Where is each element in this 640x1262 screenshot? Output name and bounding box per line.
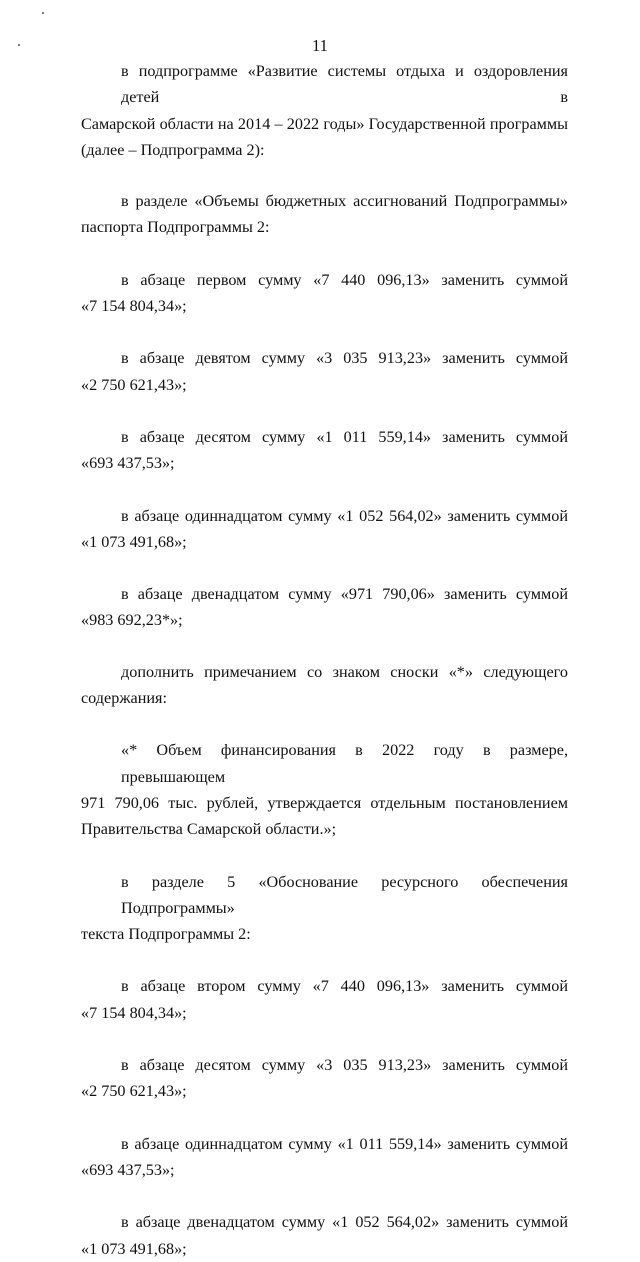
paragraph	[81, 581, 568, 634]
paragraph	[81, 659, 568, 712]
text-line: Самарской области на 2014 – 2022 годы» Государственной программы	[81, 114, 568, 133]
text-line: Правительства Самарской области.»;	[81, 820, 337, 839]
paragraph	[81, 973, 568, 1026]
text-line: «693 437,53»;	[81, 1160, 175, 1179]
text-line: «983 692,23*»;	[81, 611, 183, 630]
text-line: в абзаце двенадцатом сумму «1 052 564,02» заменить суммой	[121, 1213, 568, 1232]
paragraph	[81, 503, 568, 556]
paragraph	[81, 1131, 568, 1184]
text-line: в абзаце первом сумму «7 440 096,13» заменить суммой	[121, 270, 568, 289]
text-line: в подпрограмме «Развитие системы отдыха и оздоровления детей в	[121, 62, 568, 107]
text-line: 971 790,06 тыс. рублей, утверждается отдельным постановлением	[81, 793, 568, 812]
document-body	[81, 58, 568, 1262]
text-line: в абзаце десятом сумму «3 035 913,23» заменить суммой	[121, 1056, 568, 1075]
text-line: в абзаце одиннадцатом сумму «1 052 564,02» заменить суммой	[121, 506, 568, 525]
paragraph	[81, 737, 568, 842]
text-line: «7 154 804,34»;	[81, 297, 187, 316]
paragraph	[81, 1052, 568, 1105]
text-line: в разделе «Объемы бюджетных ассигнований Подпрограммы»	[121, 192, 568, 211]
text-line: в разделе 5 «Обоснование ресурсного обеспечения Подпрограммы»	[121, 872, 568, 917]
paragraph	[81, 58, 568, 163]
text-line: в абзаце втором сумму «7 440 096,13» заменить суммой	[121, 977, 568, 996]
text-line: содержания:	[81, 689, 167, 708]
text-line: «693 437,53»;	[81, 454, 175, 473]
text-line: «7 154 804,34»;	[81, 1003, 187, 1022]
paragraph	[81, 1209, 568, 1262]
text-line: в абзаце девятом сумму «3 035 913,23» заменить суммой	[121, 349, 568, 368]
paragraph	[81, 424, 568, 477]
text-line: в абзаце десятом сумму «1 011 559,14» заменить суммой	[121, 427, 568, 446]
paragraph	[81, 869, 568, 948]
scan-speck	[42, 12, 44, 14]
text-line: паспорта Подпрограммы 2:	[81, 218, 270, 237]
text-line: (далее – Подпрограмма 2):	[81, 140, 265, 159]
text-line: «2 750 621,43»;	[81, 1082, 187, 1101]
text-line: в абзаце двенадцатом сумму «971 790,06» заменить суммой	[121, 585, 568, 604]
text-line: «2 750 621,43»;	[81, 375, 187, 394]
text-line: дополнить примечанием со знаком сноски «*» следующего	[121, 662, 568, 681]
text-line: «1 073 491,68»;	[81, 532, 187, 551]
paragraph	[81, 188, 568, 241]
text-line: «1 073 491,68»;	[81, 1239, 187, 1258]
paragraph	[81, 345, 568, 398]
page-number: 11	[312, 36, 328, 55]
text-line: в абзаце одиннадцатом сумму «1 011 559,14» заменить суммой	[121, 1134, 568, 1153]
text-line: «* Объем финансирования в 2022 году в размере, превышающем	[121, 741, 568, 786]
paragraph	[81, 267, 568, 320]
text-line: текста Подпрограммы 2:	[81, 925, 251, 944]
